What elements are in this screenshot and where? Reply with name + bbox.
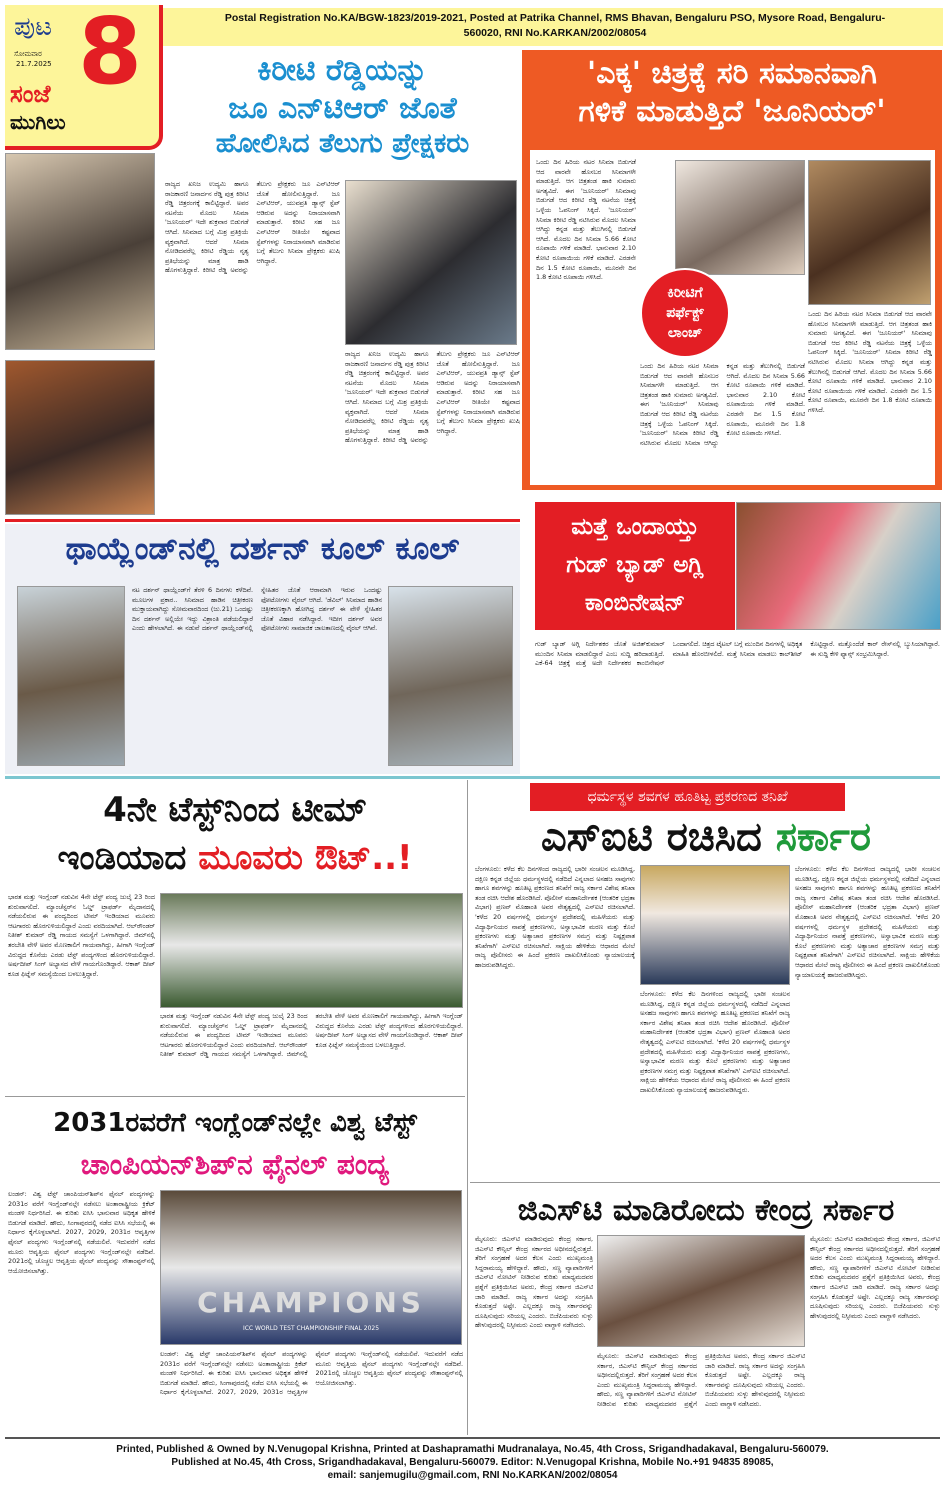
gbu-headline: ಮತ್ತೆ ಒಂದಾಯ್ತು ಗುಡ್ ಬ್ಯಾಡ್ ಅಗ್ಲಿ ಕಾಂಬಿನೇಷನ್: [566, 514, 704, 616]
sit-headline: ಎಸ್‌ಐಟಿ ರಚಿಸಿದ ಸರ್ಕಾರ: [540, 814, 872, 860]
darshan-photo-2: [388, 586, 513, 766]
issue-day: ಸೋಮವಾರ: [14, 50, 42, 58]
gbu-body: ಗುಡ್ ಬ್ಯಾಡ್ ಅಗ್ಲಿ ನಿರ್ದೇಶಕರ ಜೊತೆ ಅಜಿತ್‌ಕುಮಾರ್ ಮುಂದಿನ ಸಿನಿಮಾ ಮಾಡಲಿದ್ದಾರೆ ಎಂಬ ಸುದ್ದಿ ಹರಿದಾಡುತ್ತಿದೆ. ಎಕೆ-64 ಚಿತ್ರಕ್ಕೆ ಮತ್ತೆ ಅದೇ ನಿರ್ದೇಶಕರ ಕಾಂಬಿನೇಷನ್ ಒಂದಾಗಲಿದೆ. ಚಿತ್ರದ ಟೈಟಲ್ ಬಗ್ಗೆ ಮುಂದಿನ ದಿನಗಳಲ್ಲಿ ಅಧಿಕೃತ ಮಾಹಿತಿ ಹೊರಬೀಳಲಿದೆ. ಮತ್ತೆ ಸಿನಿಮಾ ಮಾಡಲು ಕಾಲ್‌ಶೀಟ್ ಕೊಟ್ಟಿದ್ದಾರೆ. ಮತ್ತೊಂದೆಡೆ ಕಾರ್ ರೇಸ್‌ನಲ್ಲಿ ಬ್ಯುಸಿಯಾಗಿದ್ದಾರೆ. ಈ ಸುದ್ದಿ ಕೇಳಿ ಫ್ಯಾನ್ಸ್ ಸಂಭ್ರಮಿಸಿದ್ದಾರೆ.: [535, 640, 940, 668]
kireeti-body-top: ರಾಜ್ಯದ ಖನಿಜ ಉದ್ಯಮಿ ಹಾಗೂ ರಾಜಕಾರಣಿ ಜನಾರ್ದನ ರೆಡ್ಡಿ ಪುತ್ರ ಕಿರೀಟಿ ರೆಡ್ಡಿ ಚಿತ್ರರಂಗಕ್ಕೆ ಕಾಲಿಟ್ಟಿದ್ದಾರೆ. ಅವರ ನಟನೆಯ ಮೊದಲ ಸಿನಿಮಾ 'ಜೂನಿಯರ್' ಇದೇ ಶುಕ್ರವಾರ ಬಿಡುಗಡೆ ಆಗಿದೆ. ಸಿನಿಮಾದ ಬಗ್ಗೆ ಮಿಶ್ರ ಪ್ರತಿಕ್ರಿಯೆ ವ್ಯಕ್ತವಾಗಿದೆ. ಆದರೆ ಸಿನಿಮಾ ನೋಡಿದವರೆಲ್ಲ ಕಿರೀಟಿ ರೆಡ್ಡಿಯ ನೃತ್ಯ ಪ್ರತಿಭೆಯನ್ನು ಮಾತ್ರ ಹಾಡಿ ಹೊಗಳುತ್ತಿದ್ದಾರೆ. ಕಿರೀಟಿ ರೆಡ್ಡಿ ಅವರನ್ನು ತೆಲುಗು ಪ್ರೇಕ್ಷಕರು ಜೂ ಎನ್‌ಟಿಆರ್ ಜೊತೆ ಹೋಲಿಸುತ್ತಿದ್ದಾರೆ. ಜೂ ಎನ್‌ಟಿಆರ್, ಯುವಪ್ರತಿ ಡ್ಯಾನ್ಸ್ ಸ್ಟೆಪ್ ಆಡಿರುವ ಅದನ್ನು ನಿರಾಯಾಸವಾಗಿ ಮಾಡುತ್ತಾರೆ. ಕಿರೀಟಿ ಸಹ ಜೂ ಎನ್‌ಟಿಆರ್ ರೀತಿಯೇ ಕಷ್ಟವಾದ ಸ್ಟೆಪ್‌ಗಳನ್ನು ನಿರಾಯಾಸವಾಗಿ ಮಾಡಿರುವ ಬಗ್ಗೆ ತೆಲುಗು ಸಿನಿಮಾ ಪ್ರೇಕ್ಷಕರು ಖುಷಿ ಆಗಿದ್ದಾರೆ.: [165, 180, 340, 275]
sit-body-2: ಬೆಂಗಳೂರು: ಕಳೆದ ಕೆಲ ದಿನಗಳಿಂದ ರಾಜ್ಯದಲ್ಲಿ ಭಾರೀ ಸಂಚಲನ ಮೂಡಿಸಿದ್ದ, ದಕ್ಷಿಣ ಕನ್ನಡ ಜಿಲ್ಲೆಯ ಧರ್ಮಸ್ಥಳದಲ್ಲಿ ನಡೆದಿದೆ ಎನ್ನಲಾದ ಅಸಹಜ ಸಾವುಗಳು ಹಾಗೂ ಶವಗಳನ್ನು ಹೂತಿಟ್ಟ ಪ್ರಕರಣದ ತನಿಖೆಗೆ ರಾಜ್ಯ ಸರ್ಕಾರ ವಿಶೇಷ ತನಿಖಾ ತಂಡ ರಚಿಸಿ ಆದೇಶ ಹೊರಡಿಸಿದೆ. ಪೊಲೀಸ್ ಮಹಾನಿರ್ದೇಶಕ (ಆಂತರಿಕ ಭದ್ರತಾ ವಿಭಾಗ) ಪ್ರಣವ್ ಮೊಹಾಂತಿ ಅವರ ನೇತೃತ್ವದಲ್ಲಿ ಎಸ್‌ಐಟಿ ರಚಿಸಲಾಗಿದೆ. 'ಕಳೆದ 20 ವರ್ಷಗಳಲ್ಲಿ ಧರ್ಮಸ್ಥಳ ಪ್ರದೇಶದಲ್ಲಿ ಮಹಿಳೆಯರು ಮತ್ತು ವಿದ್ಯಾರ್ಥಿನಿಯರ ನಾಪತ್ತೆ ಪ್ರಕರಣಗಳು, ಅಸ್ವಾಭಾವಿಕ ಮರಣ ಮತ್ತು ಕೊಲೆ ಪ್ರಕರಣಗಳು ಮತ್ತು ಅತ್ಯಾಚಾರ ಪ್ರಕರಣಗಳ ಸಮಗ್ರ ಮತ್ತು ನಿಷ್ಪಕ್ಷಪಾತ ತನಿಖೆಗಾಗಿ' ಎಸ್‌ಐಟಿ ರಚಿಸಲಾಗಿದೆ. ಸಾಕ್ಷಿಯ ಹೇಳಿಕೆಯ ಆಧಾರದ ಮೇಲೆ ರಾಜ್ಯ ಪೊಲೀಸರು ಈ ಹಿಂದೆ ಪ್ರಕರಣ ದಾಖಲಿಸಿಕೊಂಡು ನ್ಯಾಯಾಲಯಕ್ಕೆ ಹಾಜರುಪಡಿಸಿದ್ದರು.: [640, 990, 790, 1094]
postal-registration: Postal Registration No.KA/BGW-1823/2019-2021, Posted at Patrika Channel, RMS Bhavan, Bengaluru PSO, Mysore Road, Bengaluru- 560020, RNI No.KARKAN/2002/08054: [205, 8, 905, 46]
gst-body-3: ಮೈಸೂರು: ಜಿಎಸ್‌ಟಿ ಮಾಡಿರುವುದು ಕೇಂದ್ರ ಸರ್ಕಾರ, ಜಿಎಸ್‌ಟಿ ಕೌನ್ಸಿಲ್ ಕೇಂದ್ರ ಸರ್ಕಾರದ ಅಧೀನದಲ್ಲಿರುತ್ತದೆ. ತೆರಿಗೆ ಸಂಗ್ರಹಣೆ ಅದರ ಕೆಲಸ ಎಂದು ಮುಖ್ಯಮಂತ್ರಿ ಸಿದ್ದರಾಮಯ್ಯ ಹೇಳಿದ್ದಾರೆ. ಹೌದು, ಸಣ್ಣ ವ್ಯಾಪಾರಿಗಳಿಗೆ ಜಿಎಸ್‌ಟಿ ನೋಟಿಸ್ ನೀಡಿರುವ ಕುರಿತು ಮಾಧ್ಯಮದವರ ಪ್ರಶ್ನೆಗೆ ಪ್ರತಿಕ್ರಿಯಿಸಿದ ಅವರು, ಕೇಂದ್ರ ಸರ್ಕಾರ ಜಿಎಸ್‌ಟಿ ಜಾರಿ ಮಾಡಿದೆ. ರಾಜ್ಯ ಸರ್ಕಾರ ಅದನ್ನು ಸಂಗ್ರಹಿಸಿ ಕೊಡುತ್ತದೆ ಅಷ್ಟೇ. ಎಲ್ಲದಕ್ಕೂ ರಾಜ್ಯ ಸರ್ಕಾರವನ್ನು ದೂಷಿಸುವುದು ಸರಿಯಲ್ಲ ಎಂದರು. ಬಿಜೆಪಿಯವರು ಸುಳ್ಳು ಹೇಳುವುದರಲ್ಲಿ ನಿಸ್ಸೀಮರು ಎಂದು ವಾಗ್ದಾಳಿ ನಡೆಸಿದರು.: [810, 1235, 940, 1320]
wtc-champions-photo: CHAMPIONS ICC WORLD TEST CHAMPIONSHIP FINAL 2025: [160, 1190, 462, 1345]
gst-body-1: ಮೈಸೂರು: ಜಿಎಸ್‌ಟಿ ಮಾಡಿರುವುದು ಕೇಂದ್ರ ಸರ್ಕಾರ, ಜಿಎಸ್‌ಟಿ ಕೌನ್ಸಿಲ್ ಕೇಂದ್ರ ಸರ್ಕಾರದ ಅಧೀನದಲ್ಲಿರುತ್ತದೆ. ತೆರಿಗೆ ಸಂಗ್ರಹಣೆ ಅದರ ಕೆಲಸ ಎಂದು ಮುಖ್ಯಮಂತ್ರಿ ಸಿದ್ದರಾಮಯ್ಯ ಹೇಳಿದ್ದಾರೆ. ಹೌದು, ಸಣ್ಣ ವ್ಯಾಪಾರಿಗಳಿಗೆ ಜಿಎಸ್‌ಟಿ ನೋಟಿಸ್ ನೀಡಿರುವ ಕುರಿತು ಮಾಧ್ಯಮದವರ ಪ್ರಶ್ನೆಗೆ ಪ್ರತಿಕ್ರಿಯಿಸಿದ ಅವರು, ಕೇಂದ್ರ ಸರ್ಕಾರ ಜಿಎಸ್‌ಟಿ ಜಾರಿ ಮಾಡಿದೆ. ರಾಜ್ಯ ಸರ್ಕಾರ ಅದನ್ನು ಸಂಗ್ರಹಿಸಿ ಕೊಡುತ್ತದೆ ಅಷ್ಟೇ. ಎಲ್ಲದಕ್ಕೂ ರಾಜ್ಯ ಸರ್ಕಾರವನ್ನು ದೂಷಿಸುವುದು ಸರಿಯಲ್ಲ ಎಂದರು. ಬಿಜೆಪಿಯವರು ಸುಳ್ಳು ಹೇಳುವುದರಲ್ಲಿ ನಿಸ್ಸೀಮರು ಎಂದು ವಾಗ್ದಾಳಿ ನಡೆಸಿದರು.: [475, 1235, 593, 1330]
page-label: ಪುಟ: [14, 12, 53, 42]
section-divider: [5, 776, 940, 779]
jr-ntr-photo: [5, 153, 155, 350]
junior-poster-photo: [675, 160, 805, 275]
kireeti-photo: [5, 360, 155, 515]
footer-imprint: Printed, Published & Owned by N.Venugopal Krishna, Printed at Dashapramathi Mudranalaya, No.45, 4th Cross, Srigandhadakaval, Bengaluru-560079. Published at No.45, 4th Cross, Srigandhadakaval, Bengaluru-560079. Editor: N.Venugopal Krishna, Mobile No.+91 94835 89085, email: sanjemugilu@gmail.com, RNI No.KARKAN/2002/08054: [116, 1444, 829, 1481]
gst-headline: ಜಿಎಸ್‌ಟಿ ಮಾಡಿರೋದು ಕೇಂದ್ರ ಸರ್ಕಾರ: [517, 1193, 895, 1228]
page-number: 8: [78, 0, 143, 105]
junior-body-1: ಒಂದು ದಿನ ಹಿರಿಯ ನಟರ ಸಿನಿಮಾ ಬಿಡುಗಡೆ ಆದ ವಾರವೇ ಹೊಸಬರ ಸಿನಿಮಾಗಳೇ ಮಾಡುತ್ತಿದೆ. ಆಗ ಚಿತ್ರತಂಡ ಹಾಕಿ ಸುಮಾರು ಅಗತ್ಯವಿದೆ. ಈಗ 'ಜೂನಿಯರ್' ಸಿನಿಮಾವು ಬಿಡುಗಡೆ ಆದ ಕಿರೀಟಿ ರೆಡ್ಡಿ ನಟನೆಯ ಚಿತ್ರಕ್ಕೆ ಒಳ್ಳೆಯ ಓಪನಿಂಗ್ ಸಿಕ್ಕಿದೆ. 'ಜೂನಿಯರ್' ಸಿನಿಮಾ ಕಿರೀಟಿ ರೆಡ್ಡಿ ನಟಿಸಿರುವ ಮೊದಲ ಸಿನಿಮಾ ಆಗಿದ್ದು ಕನ್ನಡ ಮತ್ತು ತೆಲುಗಿನಲ್ಲಿ ಬಿಡುಗಡೆ ಆಗಿದೆ. ಮೊದಲ ದಿನ ಸಿನಿಮಾ 5.66 ಕೋಟಿ ರೂಪಾಯಿ ಗಳಿಕೆ ಮಾಡಿದೆ. ಭಾನುವಾರ 2.10 ಕೋಟಿ ರೂಪಾಯಿಯ ಗಳಿಕೆ ಮಾಡಿದೆ. ಎರಡನೇ ದಿನ 1.5 ಕೋಟಿ ರೂಪಾಯಿ, ಮೂರನೇ ದಿನ 1.8 ಕೋಟಿ ರೂಪಾಯಿ ಗಳಿಸಿದೆ.: [536, 158, 636, 282]
paper-name-sanje: ಸಂಜೆ: [10, 80, 51, 108]
gbu-photo: [736, 502, 941, 630]
junior-badge: ಕಿರೀಟಿಗೆ ಪರ್ಫೆಕ್ಟ್ ಲಾಂಚ್: [640, 268, 730, 358]
cricket-body-2: ಭಾರತ ಮತ್ತು ಇಂಗ್ಲೆಂಡ್ ನಡುವಿನ 4ನೇ ಟೆಸ್ಟ್ ಪಂದ್ಯ ಜುಲೈ 23 ರಿಂದ ಶುರುವಾಗಲಿದೆ. ಮ್ಯಾಂಚೆಸ್ಟರ್‌ನ ಓಲ್ಡ್ ಟ್ರಾಫರ್ಡ್ ಮೈದಾನದಲ್ಲಿ ನಡೆಯಲಿರುವ ಈ ಪಂದ್ಯದಿಂದ ಟೀಮ್ ಇಂಡಿಯಾದ ಮೂವರು ಆಟಗಾರರು ಹೊರಗುಳಿಯಲಿದ್ದಾರೆ ಎಂದು ವರದಿಯಾಗಿದೆ. ಆಲ್‌ರೌಂಡರ್ ನಿತೀಶ್ ಕುಮಾರ್ ರೆಡ್ಡಿ ಗಾಯದ ಸಮಸ್ಯೆಗೆ ಒಳಗಾಗಿದ್ದಾರೆ. ಜಿಮ್‌ನಲ್ಲಿ ತರಬೇತಿ ವೇಳೆ ಅವರ ಮೊಣಕಾಲಿಗೆ ಗಾಯವಾಗಿದ್ದು, ಹೀಗಾಗಿ ಇಂಗ್ಲೆಂಡ್ ವಿರುದ್ಧದ ಕೊನೆಯ ಎರಡು ಟೆಸ್ಟ್ ಪಂದ್ಯಗಳಿಂದ ಹೊರಗುಳಿಯಲಿದ್ದಾರೆ. ಅರ್ಷದೀಪ್ ಸಿಂಗ್ ಅಭ್ಯಾಸದ ವೇಳೆ ಗಾಯಗೊಂಡಿದ್ದಾರೆ. ಆಕಾಶ್ ದೀಪ್ ಕೂಡ ಫಿಟ್ನೆಸ್ ಸಮಸ್ಯೆಯಿಂದ ಬಳಲುತ್ತಿದ್ದಾರೆ.: [160, 1012, 463, 1059]
kireeti-headline: ಕಿರೀಟಿ ರೆಡ್ಡಿಯನ್ನು ಜೂ ಎನ್‌ಟಿಆರ್ ಜೊತೆ ಹೋಲಿಸಿದ ತೆಲುಗು ಪ್ರೇಕ್ಷಕರು: [215, 53, 470, 159]
junior-action-photo: [808, 160, 931, 305]
siddaramaiah-photo: [597, 1235, 805, 1347]
wtc-body-1: ಲಂಡನ್: ವಿಶ್ವ ಟೆಸ್ಟ್ ಚಾಂಪಿಯನ್‌ಶಿಪ್‌ನ ಫೈನಲ್ ಪಂದ್ಯಗಳನ್ನು 2031ರ ವರೆಗೆ ಇಂಗ್ಲೆಂಡ್‌ನಲ್ಲೇ ನಡೆಸಲು ಅಂತಾರಾಷ್ಟ್ರೀಯ ಕ್ರಿಕೆಟ್ ಮಂಡಳಿ ನಿರ್ಧರಿಸಿದೆ. ಈ ಕುರಿತು ಐಸಿಸಿ ಭಾನುವಾರ ಅಧಿಕೃತ ಹೇಳಿಕೆ ಬಿಡುಗಡೆ ಮಾಡಿದೆ. ಹೌದು, ಸಿಂಗಾಪುರದಲ್ಲಿ ನಡೆದ ಐಸಿಸಿ ಸಭೆಯಲ್ಲಿ ಈ ನಿರ್ಧಾರ ಕೈಗೊಳ್ಳಲಾಗಿದೆ. 2027, 2029, 2031ರ ಆವೃತ್ತಿಗಳ ಫೈನಲ್ ಪಂದ್ಯಗಳು ಇಂಗ್ಲೆಂಡ್‌ನಲ್ಲಿ ನಡೆಯಲಿವೆ. ಇದುವರೆಗೆ ನಡೆದ ಮೂರು ಆವೃತ್ತಿಯ ಫೈನಲ್ ಪಂದ್ಯಗಳು ಇಂಗ್ಲೆಂಡ್‌ನಲ್ಲೇ ನಡೆದಿವೆ. 2021ರಲ್ಲಿ ಚೊಚ್ಚಲ ಆವೃತ್ತಿಯ ಫೈನಲ್ ಪಂದ್ಯವನ್ನು ಸೌತಾಂಪ್ಟನ್‌ನಲ್ಲಿ ಆಯೋಜಿಸಲಾಗಿತ್ತು.: [8, 1190, 155, 1275]
sit-body-1: ಬೆಂಗಳೂರು: ಕಳೆದ ಕೆಲ ದಿನಗಳಿಂದ ರಾಜ್ಯದಲ್ಲಿ ಭಾರೀ ಸಂಚಲನ ಮೂಡಿಸಿದ್ದ, ದಕ್ಷಿಣ ಕನ್ನಡ ಜಿಲ್ಲೆಯ ಧರ್ಮಸ್ಥಳದಲ್ಲಿ ನಡೆದಿದೆ ಎನ್ನಲಾದ ಅಸಹಜ ಸಾವುಗಳು ಹಾಗೂ ಶವಗಳನ್ನು ಹೂತಿಟ್ಟ ಪ್ರಕರಣದ ತನಿಖೆಗೆ ರಾಜ್ಯ ಸರ್ಕಾರ ವಿಶೇಷ ತನಿಖಾ ತಂಡ ರಚಿಸಿ ಆದೇಶ ಹೊರಡಿಸಿದೆ. ಪೊಲೀಸ್ ಮಹಾನಿರ್ದೇಶಕ (ಆಂತರಿಕ ಭದ್ರತಾ ವಿಭಾಗ) ಪ್ರಣವ್ ಮೊಹಾಂತಿ ಅವರ ನೇತೃತ್ವದಲ್ಲಿ ಎಸ್‌ಐಟಿ ರಚಿಸಲಾಗಿದೆ. 'ಕಳೆದ 20 ವರ್ಷಗಳಲ್ಲಿ ಧರ್ಮಸ್ಥಳ ಪ್ರದೇಶದಲ್ಲಿ ಮಹಿಳೆಯರು ಮತ್ತು ವಿದ್ಯಾರ್ಥಿನಿಯರ ನಾಪತ್ತೆ ಪ್ರಕರಣಗಳು, ಅಸ್ವಾಭಾವಿಕ ಮರಣ ಮತ್ತು ಕೊಲೆ ಪ್ರಕರಣಗಳು ಮತ್ತು ಅತ್ಯಾಚಾರ ಪ್ರಕರಣಗಳ ಸಮಗ್ರ ಮತ್ತು ನಿಷ್ಪಕ್ಷಪಾತ ತನಿಖೆಗಾಗಿ' ಎಸ್‌ಐಟಿ ರಚಿಸಲಾಗಿದೆ. ಸಾಕ್ಷಿಯ ಹೇಳಿಕೆಯ ಆಧಾರದ ಮೇಲೆ ರಾಜ್ಯ ಪೊಲೀಸರು ಈ ಹಿಂದೆ ಪ್ರಕರಣ ದಾಖಲಿಸಿಕೊಂಡು ನ್ಯಾಯಾಲಯಕ್ಕೆ ಹಾಜರುಪಡಿಸಿದ್ದರು.: [475, 865, 635, 969]
cricket-body-1: ಭಾರತ ಮತ್ತು ಇಂಗ್ಲೆಂಡ್ ನಡುವಿನ 4ನೇ ಟೆಸ್ಟ್ ಪಂದ್ಯ ಜುಲೈ 23 ರಿಂದ ಶುರುವಾಗಲಿದೆ. ಮ್ಯಾಂಚೆಸ್ಟರ್‌ನ ಓಲ್ಡ್ ಟ್ರಾಫರ್ಡ್ ಮೈದಾನದಲ್ಲಿ ನಡೆಯಲಿರುವ ಈ ಪಂದ್ಯದಿಂದ ಟೀಮ್ ಇಂಡಿಯಾದ ಮೂವರು ಆಟಗಾರರು ಹೊರಗುಳಿಯಲಿದ್ದಾರೆ ಎಂದು ವರದಿಯಾಗಿದೆ. ಆಲ್‌ರೌಂಡರ್ ನಿತೀಶ್ ಕುಮಾರ್ ರೆಡ್ಡಿ ಗಾಯದ ಸಮಸ್ಯೆಗೆ ಒಳಗಾಗಿದ್ದಾರೆ. ಜಿಮ್‌ನಲ್ಲಿ ತರಬೇತಿ ವೇಳೆ ಅವರ ಮೊಣಕಾಲಿಗೆ ಗಾಯವಾಗಿದ್ದು, ಹೀಗಾಗಿ ಇಂಗ್ಲೆಂಡ್ ವಿರುದ್ಧದ ಕೊನೆಯ ಎರಡು ಟೆಸ್ಟ್ ಪಂದ್ಯಗಳಿಂದ ಹೊರಗುಳಿಯಲಿದ್ದಾರೆ. ಅರ್ಷದೀಪ್ ಸಿಂಗ್ ಅಭ್ಯಾಸದ ವೇಳೆ ಗಾಯಗೊಂಡಿದ್ದಾರೆ. ಆಕಾಶ್ ದೀಪ್ ಕೂಡ ಫಿಟ್ನೆಸ್ ಸಮಸ್ಯೆಯಿಂದ ಬಳಲುತ್ತಿದ್ದಾರೆ.: [8, 893, 155, 978]
cricket-headline: 4ನೇ ಟೆಸ್ಟ್‌ನಿಂದ ಟೀಮ್ ಇಂಡಿಯಾದ ಮೂವರು ಔಟ್..!: [57, 790, 413, 878]
junior-headline: 'ಎಕ್ಕ' ಚಿತ್ರಕ್ಕೆ ಸರಿ ಸಮಾನವಾಗಿ ಗಳಿಕೆ ಮಾಡುತ್ತಿದೆ 'ಜೂನಿಯರ್': [578, 56, 886, 129]
wtc-body-2: ಲಂಡನ್: ವಿಶ್ವ ಟೆಸ್ಟ್ ಚಾಂಪಿಯನ್‌ಶಿಪ್‌ನ ಫೈನಲ್ ಪಂದ್ಯಗಳನ್ನು 2031ರ ವರೆಗೆ ಇಂಗ್ಲೆಂಡ್‌ನಲ್ಲೇ ನಡೆಸಲು ಅಂತಾರಾಷ್ಟ್ರೀಯ ಕ್ರಿಕೆಟ್ ಮಂಡಳಿ ನಿರ್ಧರಿಸಿದೆ. ಈ ಕುರಿತು ಐಸಿಸಿ ಭಾನುವಾರ ಅಧಿಕೃತ ಹೇಳಿಕೆ ಬಿಡುಗಡೆ ಮಾಡಿದೆ. ಹೌದು, ಸಿಂಗಾಪುರದಲ್ಲಿ ನಡೆದ ಐಸಿಸಿ ಸಭೆಯಲ್ಲಿ ಈ ನಿರ್ಧಾರ ಕೈಗೊಳ್ಳಲಾಗಿದೆ. 2027, 2029, 2031ರ ಆವೃತ್ತಿಗಳ ಫೈನಲ್ ಪಂದ್ಯಗಳು ಇಂಗ್ಲೆಂಡ್‌ನಲ್ಲಿ ನಡೆಯಲಿವೆ. ಇದುವರೆಗೆ ನಡೆದ ಮೂರು ಆವೃತ್ತಿಯ ಫೈನಲ್ ಪಂದ್ಯಗಳು ಇಂಗ್ಲೆಂಡ್‌ನಲ್ಲೇ ನಡೆದಿವೆ. 2021ರಲ್ಲಿ ಚೊಚ್ಚಲ ಆವೃತ್ತಿಯ ಫೈನಲ್ ಪಂದ್ಯವನ್ನು ಸೌತಾಂಪ್ಟನ್‌ನಲ್ಲಿ ಆಯೋಜಿಸಲಾಗಿತ್ತು.: [160, 1350, 463, 1397]
cricket-photo: [160, 893, 463, 1008]
junior-body-3: ಒಂದು ದಿನ ಹಿರಿಯ ನಟರ ಸಿನಿಮಾ ಬಿಡುಗಡೆ ಆದ ವಾರವೇ ಹೊಸಬರ ಸಿನಿಮಾಗಳೇ ಮಾಡುತ್ತಿದೆ. ಆಗ ಚಿತ್ರತಂಡ ಹಾಕಿ ಸುಮಾರು ಅಗತ್ಯವಿದೆ. ಈಗ 'ಜೂನಿಯರ್' ಸಿನಿಮಾವು ಬಿಡುಗಡೆ ಆದ ಕಿರೀಟಿ ರೆಡ್ಡಿ ನಟನೆಯ ಚಿತ್ರಕ್ಕೆ ಒಳ್ಳೆಯ ಓಪನಿಂಗ್ ಸಿಕ್ಕಿದೆ. 'ಜೂನಿಯರ್' ಸಿನಿಮಾ ಕಿರೀಟಿ ರೆಡ್ಡಿ ನಟಿಸಿರುವ ಮೊದಲ ಸಿನಿಮಾ ಆಗಿದ್ದು ಕನ್ನಡ ಮತ್ತು ತೆಲುಗಿನಲ್ಲಿ ಬಿಡುಗಡೆ ಆಗಿದೆ. ಮೊದಲ ದಿನ ಸಿನಿಮಾ 5.66 ಕೋಟಿ ರೂಪಾಯಿ ಗಳಿಕೆ ಮಾಡಿದೆ. ಭಾನುವಾರ 2.10 ಕೋಟಿ ರೂಪಾಯಿಯ ಗಳಿಕೆ ಮಾಡಿದೆ. ಎರಡನೇ ದಿನ 1.5 ಕೋಟಿ ರೂಪಾಯಿ, ಮೂರನೇ ದಿನ 1.8 ಕೋಟಿ ರೂಪಾಯಿ ಗಳಿಸಿದೆ.: [808, 310, 932, 414]
gst-body-2: ಮೈಸೂರು: ಜಿಎಸ್‌ಟಿ ಮಾಡಿರುವುದು ಕೇಂದ್ರ ಸರ್ಕಾರ, ಜಿಎಸ್‌ಟಿ ಕೌನ್ಸಿಲ್ ಕೇಂದ್ರ ಸರ್ಕಾರದ ಅಧೀನದಲ್ಲಿರುತ್ತದೆ. ತೆರಿಗೆ ಸಂಗ್ರಹಣೆ ಅದರ ಕೆಲಸ ಎಂದು ಮುಖ್ಯಮಂತ್ರಿ ಸಿದ್ದರಾಮಯ್ಯ ಹೇಳಿದ್ದಾರೆ. ಹೌದು, ಸಣ್ಣ ವ್ಯಾಪಾರಿಗಳಿಗೆ ಜಿಎಸ್‌ಟಿ ನೋಟಿಸ್ ನೀಡಿರುವ ಕುರಿತು ಮಾಧ್ಯಮದವರ ಪ್ರಶ್ನೆಗೆ ಪ್ರತಿಕ್ರಿಯಿಸಿದ ಅವರು, ಕೇಂದ್ರ ಸರ್ಕಾರ ಜಿಎಸ್‌ಟಿ ಜಾರಿ ಮಾಡಿದೆ. ರಾಜ್ಯ ಸರ್ಕಾರ ಅದನ್ನು ಸಂಗ್ರಹಿಸಿ ಕೊಡುತ್ತದೆ ಅಷ್ಟೇ. ಎಲ್ಲದಕ್ಕೂ ರಾಜ್ಯ ಸರ್ಕಾರವನ್ನು ದೂಷಿಸುವುದು ಸರಿಯಲ್ಲ ಎಂದರು. ಬಿಜೆಪಿಯವರು ಸುಳ್ಳು ಹೇಳುವುದರಲ್ಲಿ ನಿಸ್ಸೀಮರು ಎಂದು ವಾಗ್ದಾಳಿ ನಡೆಸಿದರು.: [597, 1352, 805, 1408]
divider: [5, 519, 520, 522]
darshan-body: ನಟ ದರ್ಶನ್ ಥಾಯ್ಲೆಂಡ್‌ಗೆ ತೆರಳಿ 6 ದಿನಗಳು ಕಳೆದಿವೆ. ಮೂಲಗಳ ಪ್ರಕಾರ.. ಸಿನಿಮಾದ ಹಾಡಿನ ಚಿತ್ರೀಕರಣ ಮುಕ್ತಾಯವಾಗಿದ್ದು ಸೋಮವಾರದಿಂದ (ಜು.21) ಒಂದಷ್ಟು ದಿನ ದರ್ಶನ್ ಅಲ್ಲಿಯೇ ಇದ್ದು ವಿಶ್ರಾಂತಿ ಪಡೆಯಲಿದ್ದಾರೆ ಎಂದು ಹೇಳಲಾಗಿದೆ. ಈ ನಡುವೆ ದರ್ಶನ್ ಥಾಯ್ಲೆಂಡ್‌ನಲ್ಲಿ ಸ್ನೇಹಿತರ ಜೊತೆ ಆರಾಮಾಗಿ ಇರುವ ಒಂದಷ್ಟು ಫೋಟೋಗಳು ವೈರಲ್ ಆಗಿದೆ. 'ಡೆವಿಲ್' ಸಿನಿಮಾದ ಹಾಡಿನ ಚಿತ್ರೀಕರಣಕ್ಕಾಗಿ ಹೋಗಿದ್ದ ದರ್ಶನ್ ಈ ವೇಳೆ ಸ್ನೇಹಿತರ ಜೊತೆ ವಿಹಾರ ನಡೆಸಿದ್ದಾರೆ. ಇದೀಗ ದರ್ಶನ್ ಅವರ ಫೋಟೋಗಳು ಸಾಮಾಜಿಕ ಜಾಲತಾಣದಲ್ಲಿ ವೈರಲ್ ಆಗಿವೆ.: [132, 586, 382, 633]
darshan-photo-1: [17, 586, 125, 766]
paper-name-mugilu: ಮುಗಿಲು: [10, 110, 66, 134]
kireeti-dance-photo: [345, 180, 517, 345]
police-officer-photo: [640, 865, 790, 985]
issue-date: 21.7.2025: [16, 60, 52, 68]
sit-kicker: ಧರ್ಮಸ್ಥಳ ಶವಗಳ ಹೂತಿಟ್ಟ ಪ್ರಕರಣದ ತನಿಖೆ: [530, 783, 845, 811]
sit-body-3: ಬೆಂಗಳೂರು: ಕಳೆದ ಕೆಲ ದಿನಗಳಿಂದ ರಾಜ್ಯದಲ್ಲಿ ಭಾರೀ ಸಂಚಲನ ಮೂಡಿಸಿದ್ದ, ದಕ್ಷಿಣ ಕನ್ನಡ ಜಿಲ್ಲೆಯ ಧರ್ಮಸ್ಥಳದಲ್ಲಿ ನಡೆದಿದೆ ಎನ್ನಲಾದ ಅಸಹಜ ಸಾವುಗಳು ಹಾಗೂ ಶವಗಳನ್ನು ಹೂತಿಟ್ಟ ಪ್ರಕರಣದ ತನಿಖೆಗೆ ರಾಜ್ಯ ಸರ್ಕಾರ ವಿಶೇಷ ತನಿಖಾ ತಂಡ ರಚಿಸಿ ಆದೇಶ ಹೊರಡಿಸಿದೆ. ಪೊಲೀಸ್ ಮಹಾನಿರ್ದೇಶಕ (ಆಂತರಿಕ ಭದ್ರತಾ ವಿಭಾಗ) ಪ್ರಣವ್ ಮೊಹಾಂತಿ ಅವರ ನೇತೃತ್ವದಲ್ಲಿ ಎಸ್‌ಐಟಿ ರಚಿಸಲಾಗಿದೆ. 'ಕಳೆದ 20 ವರ್ಷಗಳಲ್ಲಿ ಧರ್ಮಸ್ಥಳ ಪ್ರದೇಶದಲ್ಲಿ ಮಹಿಳೆಯರು ಮತ್ತು ವಿದ್ಯಾರ್ಥಿನಿಯರ ನಾಪತ್ತೆ ಪ್ರಕರಣಗಳು, ಅಸ್ವಾಭಾವಿಕ ಮರಣ ಮತ್ತು ಕೊಲೆ ಪ್ರಕರಣಗಳು ಮತ್ತು ಅತ್ಯಾಚಾರ ಪ್ರಕರಣಗಳ ಸಮಗ್ರ ಮತ್ತು ನಿಷ್ಪಕ್ಷಪಾತ ತನಿಖೆಗಾಗಿ' ಎಸ್‌ಐಟಿ ರಚಿಸಲಾಗಿದೆ. ಸಾಕ್ಷಿಯ ಹೇಳಿಕೆಯ ಆಧಾರದ ಮೇಲೆ ರಾಜ್ಯ ಪೊಲೀಸರು ಈ ಹಿಂದೆ ಪ್ರಕರಣ ದಾಖಲಿಸಿಕೊಂಡು ನ್ಯಾಯಾಲಯಕ್ಕೆ ಹಾಜರುಪಡಿಸಿದ್ದರು.: [795, 865, 940, 979]
wtc-headline: 2031ರವರೆಗೆ ಇಂಗ್ಲೆಂಡ್‌ನಲ್ಲೇ ವಿಶ್ವ ಟೆಸ್ಟ್ ಚಾಂಪಿಯನ್‌ಶಿಪ್‌ನ ಫೈನಲ್ ಪಂದ್ಯ: [53, 1108, 417, 1181]
junior-body-2: ಒಂದು ದಿನ ಹಿರಿಯ ನಟರ ಸಿನಿಮಾ ಬಿಡುಗಡೆ ಆದ ವಾರವೇ ಹೊಸಬರ ಸಿನಿಮಾಗಳೇ ಮಾಡುತ್ತಿದೆ. ಆಗ ಚಿತ್ರತಂಡ ಹಾಕಿ ಸುಮಾರು ಅಗತ್ಯವಿದೆ. ಈಗ 'ಜೂನಿಯರ್' ಸಿನಿಮಾವು ಬಿಡುಗಡೆ ಆದ ಕಿರೀಟಿ ರೆಡ್ಡಿ ನಟನೆಯ ಚಿತ್ರಕ್ಕೆ ಒಳ್ಳೆಯ ಓಪನಿಂಗ್ ಸಿಕ್ಕಿದೆ. 'ಜೂನಿಯರ್' ಸಿನಿಮಾ ಕಿರೀಟಿ ರೆಡ್ಡಿ ನಟಿಸಿರುವ ಮೊದಲ ಸಿನಿಮಾ ಆಗಿದ್ದು ಕನ್ನಡ ಮತ್ತು ತೆಲುಗಿನಲ್ಲಿ ಬಿಡುಗಡೆ ಆಗಿದೆ. ಮೊದಲ ದಿನ ಸಿನಿಮಾ 5.66 ಕೋಟಿ ರೂಪಾಯಿ ಗಳಿಕೆ ಮಾಡಿದೆ. ಭಾನುವಾರ 2.10 ಕೋಟಿ ರೂಪಾಯಿಯ ಗಳಿಕೆ ಮಾಡಿದೆ. ಎರಡನೇ ದಿನ 1.5 ಕೋಟಿ ರೂಪಾಯಿ, ಮೂರನೇ ದಿನ 1.8 ಕೋಟಿ ರೂಪಾಯಿ ಗಳಿಸಿದೆ.: [640, 362, 805, 447]
kireeti-body-bottom: ರಾಜ್ಯದ ಖನಿಜ ಉದ್ಯಮಿ ಹಾಗೂ ರಾಜಕಾರಣಿ ಜನಾರ್ದನ ರೆಡ್ಡಿ ಪುತ್ರ ಕಿರೀಟಿ ರೆಡ್ಡಿ ಚಿತ್ರರಂಗಕ್ಕೆ ಕಾಲಿಟ್ಟಿದ್ದಾರೆ. ಅವರ ನಟನೆಯ ಮೊದಲ ಸಿನಿಮಾ 'ಜೂನಿಯರ್' ಇದೇ ಶುಕ್ರವಾರ ಬಿಡುಗಡೆ ಆಗಿದೆ. ಸಿನಿಮಾದ ಬಗ್ಗೆ ಮಿಶ್ರ ಪ್ರತಿಕ್ರಿಯೆ ವ್ಯಕ್ತವಾಗಿದೆ. ಆದರೆ ಸಿನಿಮಾ ನೋಡಿದವರೆಲ್ಲ ಕಿರೀಟಿ ರೆಡ್ಡಿಯ ನೃತ್ಯ ಪ್ರತಿಭೆಯನ್ನು ಮಾತ್ರ ಹಾಡಿ ಹೊಗಳುತ್ತಿದ್ದಾರೆ. ಕಿರೀಟಿ ರೆಡ್ಡಿ ಅವರನ್ನು ತೆಲುಗು ಪ್ರೇಕ್ಷಕರು ಜೂ ಎನ್‌ಟಿಆರ್ ಜೊತೆ ಹೋಲಿಸುತ್ತಿದ್ದಾರೆ. ಜೂ ಎನ್‌ಟಿಆರ್, ಯುವಪ್ರತಿ ಡ್ಯಾನ್ಸ್ ಸ್ಟೆಪ್ ಆಡಿರುವ ಅದನ್ನು ನಿರಾಯಾಸವಾಗಿ ಮಾಡುತ್ತಾರೆ. ಕಿರೀಟಿ ಸಹ ಜೂ ಎನ್‌ಟಿಆರ್ ರೀತಿಯೇ ಕಷ್ಟವಾದ ಸ್ಟೆಪ್‌ಗಳನ್ನು ನಿರಾಯಾಸವಾಗಿ ಮಾಡಿರುವ ಬಗ್ಗೆ ತೆಲುಗು ಸಿನಿಮಾ ಪ್ರೇಕ್ಷಕರು ಖುಷಿ ಆಗಿದ್ದಾರೆ.: [345, 350, 520, 445]
darshan-headline: ಥಾಯ್ಲೆಂಡ್‌ನಲ್ಲಿ ದರ್ಶನ್ ಕೂಲ್ ಕೂಲ್: [65, 531, 460, 567]
